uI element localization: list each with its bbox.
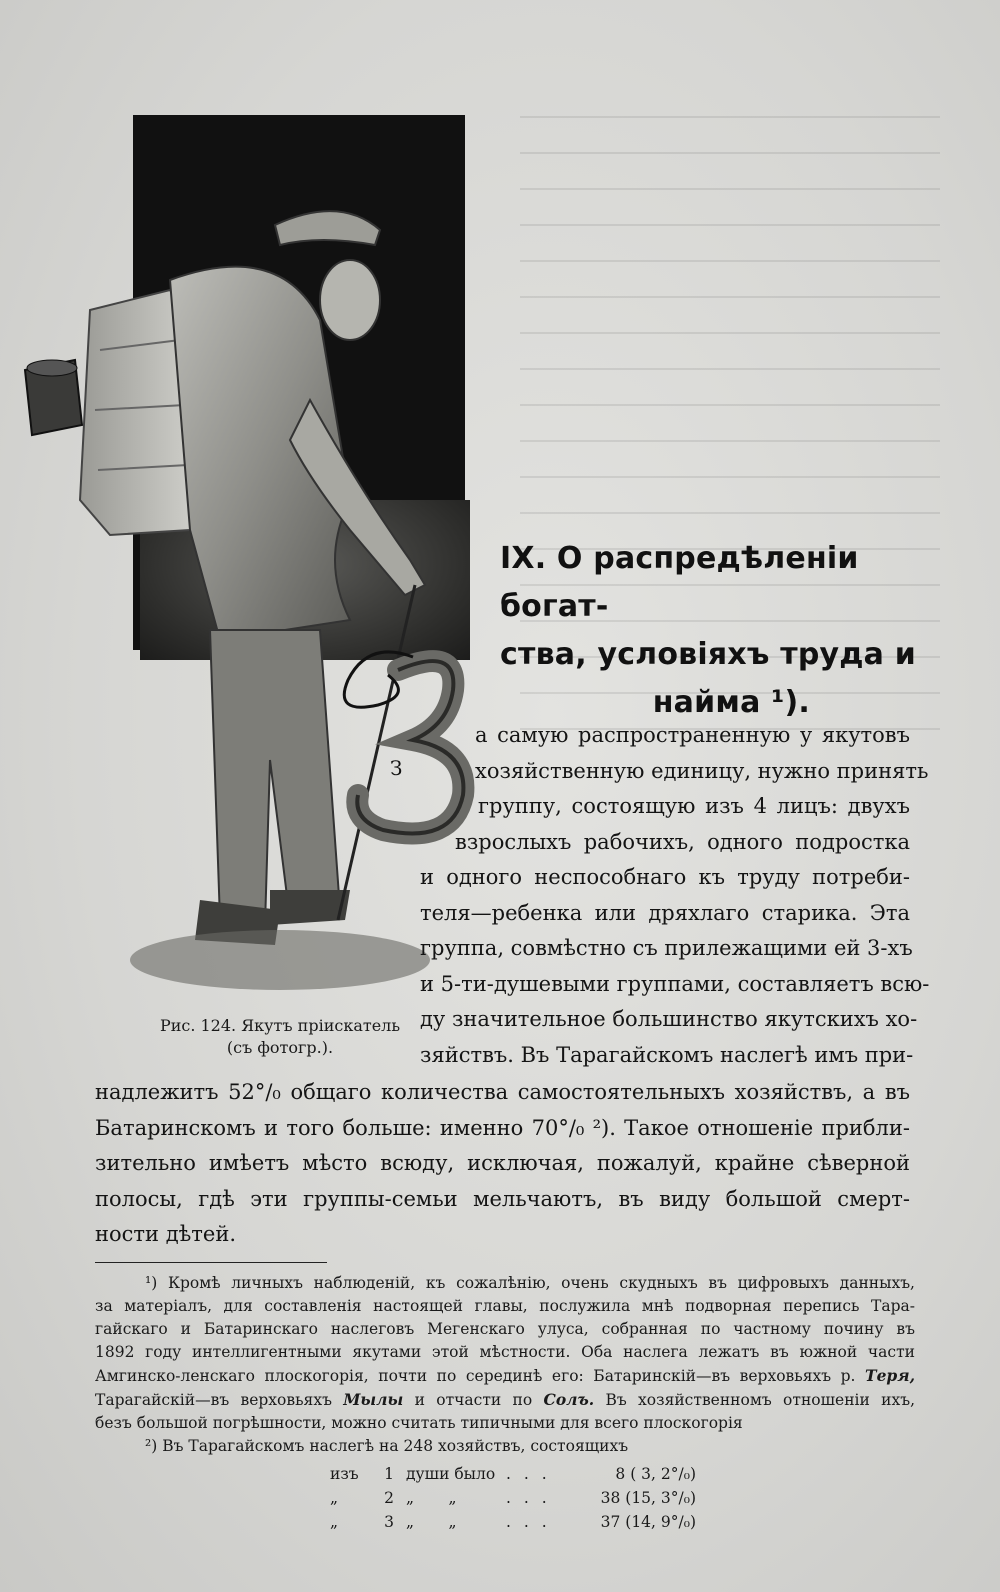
body-line: Батаринскомъ и того больше: именно 70°/₀ ²). Такое отношеніе прибли- <box>95 1115 910 1140</box>
footnotes <box>95 1272 915 1458</box>
river-name: Теря, <box>865 1366 915 1385</box>
body-line: а самую распространенную у якутовъ <box>475 723 910 747</box>
footnote-line: ¹) Кромѣ личныхъ наблюденій, къ сожалѣнію, очень скудныхъ въ цифровыхъ данныхъ, <box>145 1274 915 1292</box>
body-line: хозяйственную единицу, нужно принять <box>475 758 929 783</box>
body-line: и одного неспособнаго къ труду потреби- <box>420 865 910 889</box>
footnote-rule <box>95 1262 327 1263</box>
footnote-line-with-river: Амгинско-ленскаго плоскогорія, почти по серединѣ его: Батаринскій—въ верховьяхъ р. Теря, <box>95 1366 915 1385</box>
body-column-text <box>420 718 930 1073</box>
body-line: ности дѣтей. <box>95 1222 237 1246</box>
footnote-line: за матеріалъ, для составленія настоящей главы, послужила мнѣ подворная перепись Тара- <box>95 1297 915 1315</box>
chapter-title <box>500 535 920 727</box>
body-line: ду значительное большинство якутскихъ хо- <box>420 1007 918 1031</box>
footnote-2-intro: ²) Въ Тарагайскомъ наслегѣ на 248 хозяйствъ, состоящихъ <box>145 1437 629 1455</box>
figure-caption-line1: Рис. 124. Якутъ пріискатель <box>159 1016 401 1035</box>
footnote-line: безъ большой погрѣшности, можно считать типичными для всего плоскогорія <box>95 1414 743 1432</box>
body-full-text <box>95 1075 910 1253</box>
body-line: группа, совмѣстно съ прилежащими ей 3-хъ <box>420 936 913 960</box>
table-row: „ 2 „ „ . . . 38 (15, 3°/₀) <box>330 1489 696 1507</box>
table-row: „ 3 „ „ . . . 37 (14, 9°/₀) <box>330 1513 696 1531</box>
footnote-line: гайскаго и Батаринскаго наслеговъ Мегенскаго улуса, собранная по частному почину въ <box>95 1320 915 1338</box>
footnote-2-table <box>330 1462 700 1534</box>
drop-cap-letter: З <box>390 756 403 780</box>
chapter-title-line3: найма ¹). <box>652 685 810 720</box>
body-line: группу, состоящую изъ 4 лицъ: двухъ <box>478 794 910 818</box>
body-line: зительно имѣетъ мѣсто всюду, исключая, пожалуй, крайне сѣверной <box>95 1151 910 1175</box>
body-line: теля—ребенка или дряхлаго старика. Эта <box>420 900 910 925</box>
figure-caption <box>130 1015 430 1059</box>
body-line: полосы, гдѣ эти группы-семьи мельчаютъ, въ виду большой смерт- <box>95 1186 910 1211</box>
river-name: Солъ. <box>543 1390 595 1409</box>
body-line: и 5-ти-душевыми группами, составляетъ всю- <box>420 971 930 996</box>
chapter-title-line2: ства, условіяхъ труда и <box>500 637 916 672</box>
chapter-title-line1: IX. О распредѣленіи богат- <box>500 541 859 624</box>
body-line: взрослыхъ рабочихъ, одного подростка <box>455 829 910 854</box>
body-line: надлежитъ 52°/₀ общаго количества самостоятельныхъ хозяйствъ, а въ <box>95 1080 910 1104</box>
table-row: изъ 1 души было . . . 8 ( 3, 2°/₀) <box>330 1465 696 1483</box>
river-name: Мылы <box>343 1390 404 1409</box>
yakut-prospector-illustration <box>20 200 480 1010</box>
body-line: зяйствъ. Въ Тарагайскомъ наслегѣ имъ при- <box>420 1042 914 1067</box>
footnote-line-with-rivers: Тарагайскій—въ верховьяхъ Мылы и отчасти по Солъ. Въ хозяйственномъ отношеніи ихъ, <box>95 1390 915 1409</box>
footnote-line: 1892 году интеллигентными якутами этой мѣстности. Оба наслега лежатъ въ южной части <box>95 1343 915 1361</box>
figure-caption-line2: (съ фотогр.). <box>226 1038 334 1057</box>
